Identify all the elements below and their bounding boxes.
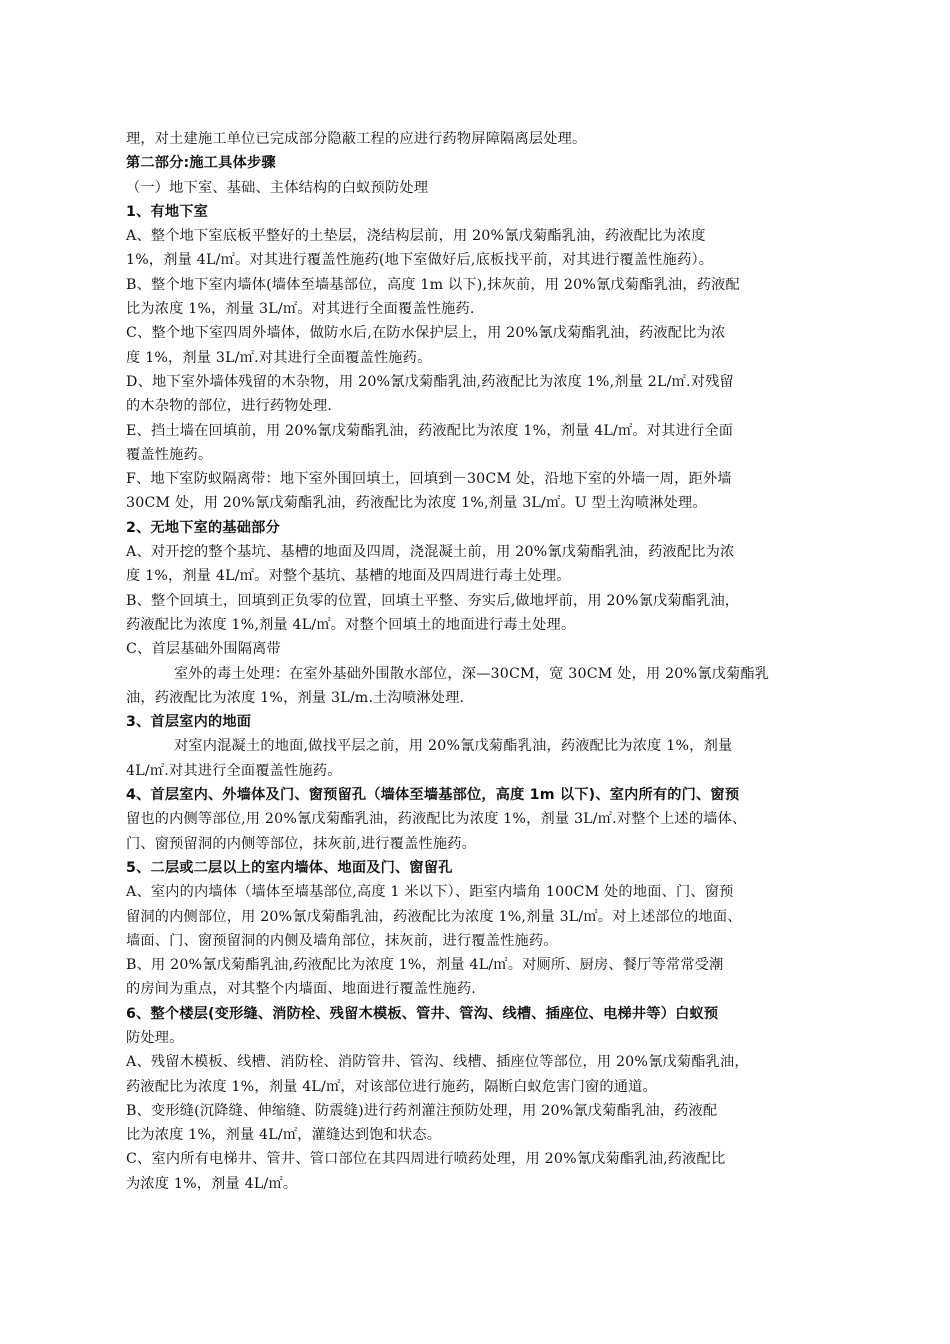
paragraph-line: 30CM 处，用 20%氰戊菊酯乳油，药液配比为浓度 1%,剂量 3L/㎡。U 型土沟喷淋处理。 <box>126 495 707 512</box>
section-heading: 5、二层或二层以上的室内墙体、地面及门、窗留孔 <box>126 859 453 876</box>
section-heading: 第二部分:施工具体步骤 <box>126 155 276 172</box>
paragraph-line: 油，药液配比为浓度 1%，剂量 3L/m.土沟喷淋处理. <box>126 689 465 706</box>
paragraph-line: 药液配比为浓度 1%,剂量 4L/㎡。对整个回填土的地面进行毒土处理。 <box>126 616 576 633</box>
paragraph-line: 防处理。 <box>126 1029 184 1046</box>
paragraph-line: C、室内所有电梯井、管井、管口部位在其四周进行喷药处理，用 20%氰戊菊酯乳油,药液配比 <box>126 1151 726 1168</box>
paragraph-line: 比为浓度 1%，剂量 3L/㎡。对其进行全面覆盖性施药. <box>126 301 475 318</box>
paragraph-line: 药液配比为浓度 1%，剂量 4L/㎡，对该部位进行施药，隔断白蚁危害门窗的通道。 <box>126 1078 657 1095</box>
section-heading: 6、整个楼层(变形缝、消防栓、残留木模板、管井、管沟、线槽、插座位、电梯井等）白蚁预 <box>126 1005 719 1022</box>
paragraph-line: B、整个回填土，回填到正负零的位置，回填土平整、夯实后,做地坪前，用 20%氰戊菊酯乳油， <box>126 592 740 609</box>
section-heading: 4、首层室内、外墙体及门、窗预留孔（墙体至墙基部位，高度 1m 以下)、室内所有的门、窗预 <box>126 787 740 804</box>
paragraph-line: 理，对土建施工单位已完成部分隐蔽工程的应进行药物屏障隔离层处理。 <box>126 131 587 147</box>
paragraph-line: F、地下室防蚁隔离带：地下室外围回填土，回填到－30CM 处，沿地下室的外墙一周，距外墙 <box>126 471 732 488</box>
section-heading: 1、有地下室 <box>126 203 209 220</box>
paragraph-line: A、整个地下室底板平整好的土垫层，浇结构层前，用 20%氰戊菊酯乳油，药液配比为浓度 <box>126 228 706 245</box>
paragraph-line: B、变形缝(沉降缝、伸缩缝、防震缝)进行药剂灌注预防处理，用 20%氰戊菊酯乳油，药液配 <box>126 1102 718 1119</box>
paragraph-line: （一）地下室、基础、主体结构的白蚁预防处理 <box>126 179 429 196</box>
paragraph-line: 比为浓度 1%，剂量 4L/㎡，灌缝达到饱和状态。 <box>126 1127 442 1144</box>
paragraph-line: 墙面、门、窗预留洞的内侧及墙角部位，抹灰前，进行覆盖性施药。 <box>126 932 558 949</box>
paragraph-line: 对室内混凝土的地面,做找平层之前，用 20%氰戊菊酯乳油，药液配比为浓度 1%，剂量 <box>174 738 733 755</box>
paragraph-line: C、整个地下室四周外墙体，做防水后,在防水保护层上，用 20%氰戊菊酯乳油，药液配比为浓 <box>126 325 726 342</box>
paragraph-line: 度 1%，剂量 4L/㎡。对整个基坑、基槽的地面及四周进行毒土处理。 <box>126 568 571 585</box>
paragraph-line: C、首层基础外围隔离带 <box>126 641 281 658</box>
paragraph-line: 留也的内侧等部位,用 20%氰戊菊酯乳油，药液配比为浓度 1%，剂量 3L/㎡.对整个上述的墙体、 <box>126 811 747 828</box>
paragraph-line: 的木杂物的部位，进行药物处理. <box>126 398 333 415</box>
paragraph-line: 室外的毒土处理：在室外基础外围散水部位，深—30CM，宽 30CM 处，用 20%氰戊菊酯乳 <box>174 665 770 682</box>
paragraph-line: 度 1%，剂量 3L/㎡.对其进行全面覆盖性施药。 <box>126 349 432 366</box>
paragraph-line: 的房间为重点，对其整个内墙面、地面进行覆盖性施药. <box>126 981 477 998</box>
paragraph-line: 为浓度 1%，剂量 4L/㎡。 <box>126 1175 298 1192</box>
paragraph-line: A、室内的内墙体（墙体至墙基部位,高度 1 米以下）、距室内墙角 100CM 处的地面、门、窗预 <box>126 884 734 901</box>
paragraph-line: 门、窗预留洞的内侧等部位，抹灰前,进行覆盖性施药。 <box>126 835 477 852</box>
paragraph-line: A、残留木模板、线槽、消防栓、消防管井、管沟、线槽、插座位等部位，用 20%氰戊菊酯乳油， <box>126 1054 749 1071</box>
paragraph-line: D、地下室外墙体残留的木杂物，用 20%氰戊菊酯乳油,药液配比为浓度 1%,剂量 2L/㎡.对残留 <box>126 373 734 390</box>
paragraph-line: A、对开挖的整个基坑、基槽的地面及四周，浇混凝土前，用 20%氰戊菊酯乳油，药液配比为浓 <box>126 544 735 561</box>
paragraph-line: 覆盖性施药。 <box>126 446 213 463</box>
section-heading: 3、首层室内的地面 <box>126 714 252 731</box>
document-page <box>126 127 826 1196</box>
paragraph-line: B、整个地下室内墙体(墙体至墙基部位，高度 1m 以下),抹灰前，用 20%氰戊菊酯乳油，药液配 <box>126 276 740 293</box>
paragraph-line: 4L/㎡.对其进行全面覆盖性施药。 <box>126 762 342 779</box>
section-heading: 2、无地下室的基础部分 <box>126 519 280 536</box>
paragraph-line: B、用 20%氰戊菊酯乳油,药液配比为浓度 1%，剂量 4L/㎡。对厕所、厨房、餐厅等常常受潮 <box>126 957 724 974</box>
paragraph-line: 留洞的内侧部位，用 20%氰戊菊酯乳油，药液配比为浓度 1%,剂量 3L/㎡。对上述部位的地面、 <box>126 908 742 925</box>
paragraph-line: 1%，剂量 4L/㎡。对其进行覆盖性施药(地下室做好后,底板找平前，对其进行覆盖性施药）。 <box>126 252 714 269</box>
paragraph-line: E、挡土墙在回填前，用 20%氰戊菊酯乳油，药液配比为浓度 1%，剂量 4L/㎡。对其进行全面 <box>126 422 734 439</box>
